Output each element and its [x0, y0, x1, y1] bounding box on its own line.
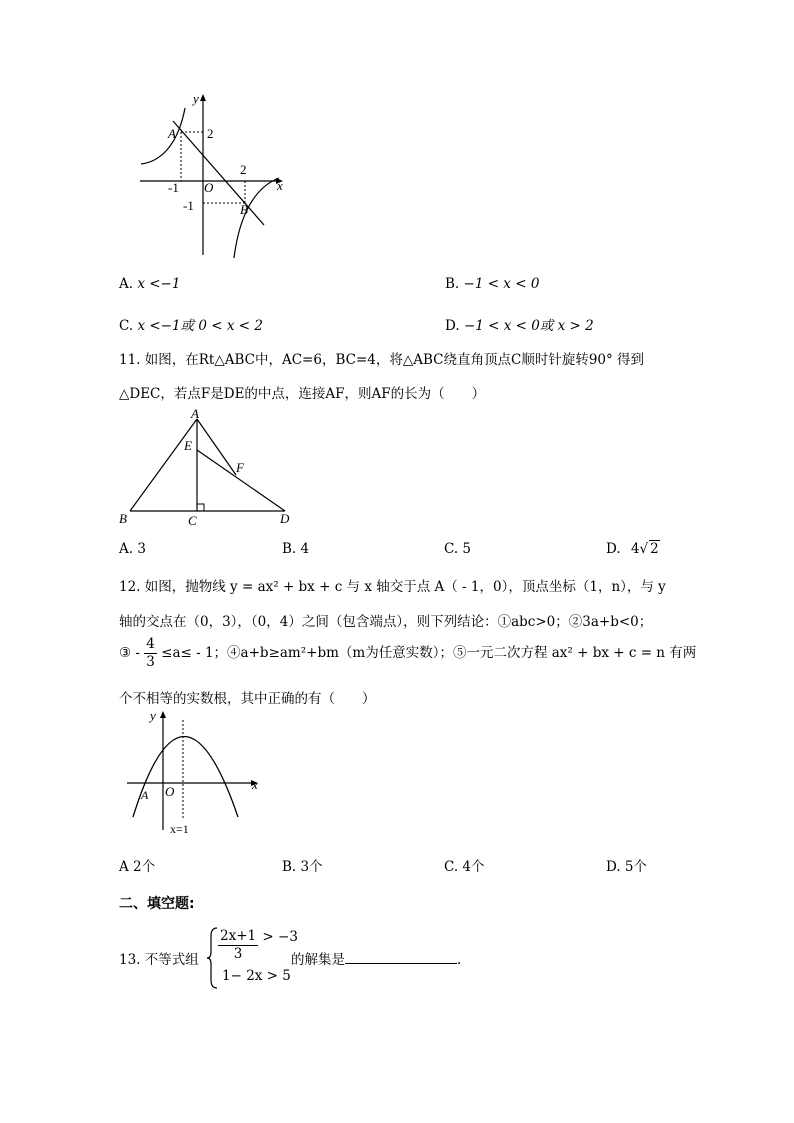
point-f-label: F	[236, 460, 244, 475]
q11-option-c[interactable]: C. 5	[444, 541, 472, 557]
x-axis-label: x	[277, 178, 283, 193]
segment-ab	[130, 419, 197, 511]
q10-option-a[interactable]: A. x <−1	[119, 276, 181, 292]
origin-label: O	[165, 784, 175, 799]
y-axis-arrow	[200, 94, 206, 101]
point-c-label: C	[188, 513, 197, 528]
q12-option-a[interactable]: A 2个	[119, 859, 156, 875]
answer-blank[interactable]	[345, 949, 457, 964]
point-d-label: D	[280, 511, 290, 526]
hyperbola-left-branch	[141, 108, 185, 164]
q12-question-line2: 轴的交点在（0，3），（0，4）之间（包含端点），则下列结论：①abc>0；②3a+b<0；	[119, 614, 653, 630]
q13-inequality-2: 1− 2x > 5	[222, 968, 291, 984]
q12-question-line4: 个不相等的实数根，其中正确的有（ ）	[119, 691, 376, 707]
fraction-2x-plus-1-over-3: $\frac{2x+1}{3}$	[220, 928, 257, 962]
q11-option-b[interactable]: B. 4	[282, 541, 310, 557]
q12-option-c[interactable]: C. 4个	[444, 859, 485, 875]
figure-parabola	[120, 705, 265, 840]
figure-triangles	[115, 405, 300, 530]
q11-option-d[interactable]: D. 4√ 2	[606, 541, 659, 557]
point-b-label: B	[119, 511, 127, 526]
axis-of-symmetry-label: x=1	[170, 822, 189, 836]
tick-y-neg1: -1	[183, 198, 194, 213]
q10-option-c[interactable]: C. x <−1或 0 < x < 2	[119, 318, 263, 334]
q11-question-line2: △DEC，若点F是DE的中点，连接AF，则AF的长为（ ）	[119, 386, 486, 402]
q13-answer-line: 的解集是 .	[291, 948, 461, 968]
q12-option-b[interactable]: B. 3个	[282, 859, 323, 875]
q11-option-a[interactable]: A. 3	[119, 541, 146, 557]
parabola	[133, 737, 238, 818]
figure-hyperbola	[135, 88, 295, 260]
q10-option-d[interactable]: D. −1 < x < 0或 x > 2	[445, 318, 594, 334]
q11-question-line1: 11. 如图，在Rt△ABC中，AC=6，BC=4，将△ABC绕直角顶点C顺时针旋转90° 得到	[119, 352, 645, 368]
sqrt-symbol: √	[639, 541, 649, 557]
point-a-label: A	[191, 406, 199, 421]
tick-x-2: 2	[240, 162, 247, 177]
point-e-label: E	[184, 438, 192, 453]
y-axis-arrow	[160, 711, 166, 718]
point-a-label: A	[168, 126, 176, 141]
q13-inequality-1: $\frac{2x+1}{3}$ > −3	[220, 928, 298, 962]
y-axis-label: y	[150, 708, 156, 723]
point-a-label: A	[141, 788, 149, 802]
tick-x-neg1: -1	[168, 180, 179, 195]
y-axis-label: y	[193, 91, 199, 106]
system-brace	[206, 926, 218, 990]
q12-option-d[interactable]: D. 5个	[606, 859, 648, 875]
hyperbola-right-branch	[234, 178, 279, 258]
q10-option-b[interactable]: B. −1 < x < 0	[445, 276, 540, 292]
section-heading-fill-in: 二、填空题:	[119, 896, 195, 912]
point-b-label: B	[240, 202, 248, 217]
segment-af	[197, 419, 236, 475]
q12-question-line3: ③ - $\frac{4}{3}$ ≤a≤ - 1；④a+b≥am²+bm（m为任意实数）；⑤一元二次方程 ax² + bx + c = n 有两	[119, 636, 697, 670]
tick-y-2: 2	[207, 126, 214, 141]
right-angle-mark	[197, 504, 204, 511]
q12-question-line1: 12. 如图，抛物线 y = ax² + bx + c 与 x 轴交于点 A（ - 1，0），顶点坐标（1，n），与 y	[119, 579, 666, 595]
q13-prefix: 13. 不等式组	[119, 952, 199, 968]
x-axis-label: x	[252, 777, 258, 792]
origin-label: O	[204, 180, 214, 195]
fraction-4-3: $\frac{4}{3}$	[146, 636, 155, 670]
